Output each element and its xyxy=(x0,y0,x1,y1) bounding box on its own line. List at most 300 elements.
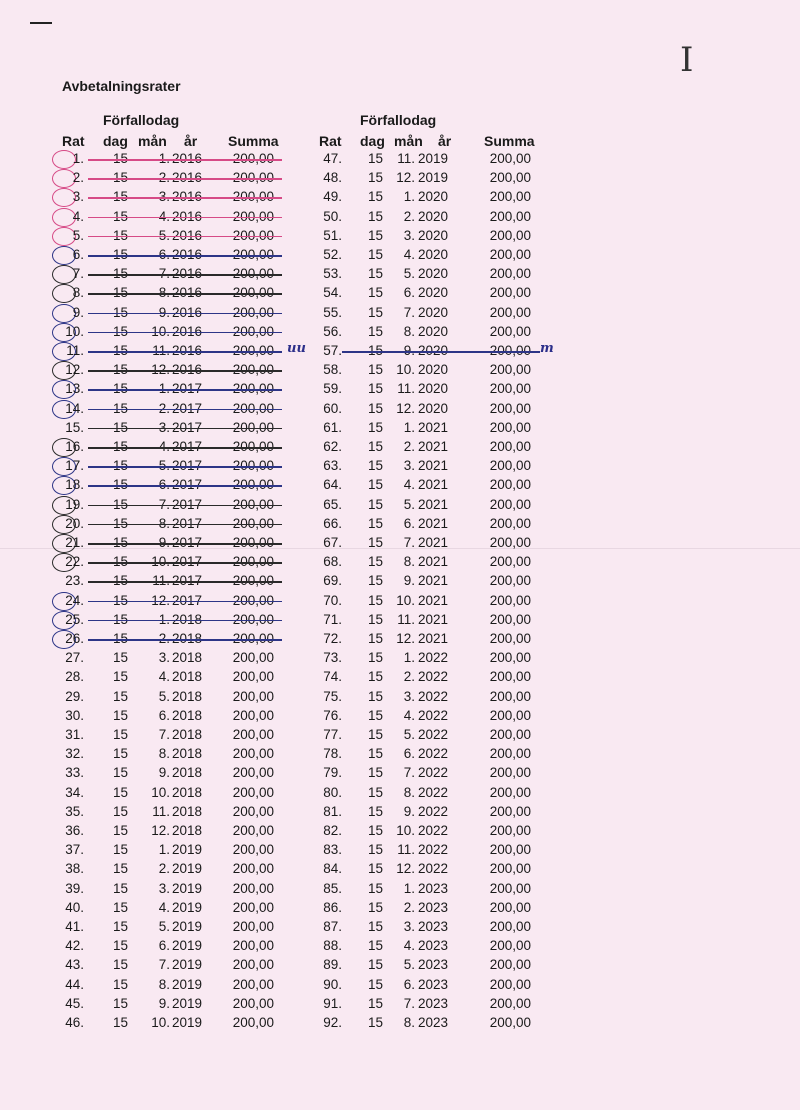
summa-cell: 200,00 xyxy=(232,919,274,934)
man-cell: 9. xyxy=(403,803,415,819)
dag-cell: 15 xyxy=(368,535,384,550)
dag-cell: 15 xyxy=(368,515,384,531)
summa-cell: 200,00 xyxy=(489,439,531,454)
rat-cell: 30. xyxy=(65,707,84,723)
dag-cell: 15 xyxy=(113,899,129,915)
dag-cell: 15 xyxy=(368,266,384,282)
left-header-summa: Summa xyxy=(228,133,279,149)
summa-cell: 200,00 xyxy=(232,957,274,973)
ar-cell: 2021 xyxy=(418,592,449,608)
ar-cell: 2018 xyxy=(172,669,203,685)
rat-cell: 66. xyxy=(323,515,342,531)
dag-cell: 15 xyxy=(368,669,384,685)
summa-cell: 200,00 xyxy=(489,746,531,762)
rat-cell: 89. xyxy=(323,957,342,973)
summa-cell: 200,00 xyxy=(489,323,531,339)
rat-cell: 37. xyxy=(65,842,84,858)
strikethrough-line xyxy=(88,274,282,276)
rat-cell: 73. xyxy=(323,650,342,666)
strikethrough-line xyxy=(88,293,282,295)
dag-cell: 15 xyxy=(368,631,384,646)
right-header-summa: Summa xyxy=(484,133,535,149)
man-cell: 3. xyxy=(158,880,170,896)
rat-cell: 63. xyxy=(323,458,342,474)
summa-cell: 200,00 xyxy=(232,1015,274,1030)
rat-cell: 67. xyxy=(323,535,342,550)
summa-cell: 200,00 xyxy=(489,477,531,493)
dag-cell: 15 xyxy=(368,842,384,858)
ar-cell: 2018 xyxy=(172,784,203,800)
ar-cell: 2020 xyxy=(418,362,449,378)
ar-cell: 2021 xyxy=(418,631,449,646)
ar-cell: 2019 xyxy=(418,151,449,166)
man-cell: 6. xyxy=(158,938,170,954)
summa-cell: 200,00 xyxy=(232,938,274,954)
ar-cell: 2018 xyxy=(172,823,203,838)
man-cell: 3. xyxy=(403,919,415,934)
rat-cell: 80. xyxy=(323,784,342,800)
rat-cell: 50. xyxy=(323,208,342,224)
ar-cell: 2018 xyxy=(172,746,203,762)
rat-cell: 92. xyxy=(323,1015,342,1030)
man-cell: 12. xyxy=(396,631,415,646)
ar-cell: 2021 xyxy=(418,477,449,493)
man-cell: 9. xyxy=(158,995,170,1011)
rat-cell: 53. xyxy=(323,266,342,282)
summa-cell: 200,00 xyxy=(489,208,531,224)
man-cell: 8. xyxy=(403,1015,415,1030)
rat-cell: 82. xyxy=(323,823,342,838)
rat-cell: 64. xyxy=(323,477,342,493)
dag-cell: 15 xyxy=(113,707,129,723)
man-cell: 6. xyxy=(403,746,415,762)
strikethrough-line xyxy=(88,197,282,199)
dag-cell: 15 xyxy=(113,688,129,704)
ar-cell: 2019 xyxy=(172,842,203,858)
dag-cell: 15 xyxy=(368,285,384,301)
rat-cell: 76. xyxy=(323,707,342,723)
left-header-rat: Rat xyxy=(62,133,85,149)
rat-cell: 57. xyxy=(323,343,342,358)
ar-cell: 2020 xyxy=(418,208,449,224)
rat-cell: 90. xyxy=(323,976,342,992)
rat-cell: 69. xyxy=(323,573,342,589)
rat-cell: 18. xyxy=(65,477,84,493)
dag-cell: 15 xyxy=(368,976,384,992)
man-cell: 7. xyxy=(403,765,415,781)
rat-cell: 79. xyxy=(323,765,342,781)
dag-cell: 15 xyxy=(368,400,384,416)
handwritten-mark-left: uu xyxy=(287,341,306,356)
ar-cell: 2022 xyxy=(418,784,449,800)
rat-cell: 81. xyxy=(323,803,342,819)
man-cell: 12. xyxy=(151,823,170,838)
rat-cell: 24. xyxy=(65,592,84,608)
summa-cell: 200,00 xyxy=(232,746,274,762)
ar-cell: 2021 xyxy=(418,419,449,435)
rat-cell: 28. xyxy=(65,669,84,685)
man-cell: 9. xyxy=(158,765,170,781)
summa-cell: 200,00 xyxy=(489,803,531,819)
rat-cell: 7. xyxy=(72,266,84,282)
man-cell: 8. xyxy=(403,554,415,570)
man-cell: 10. xyxy=(396,362,415,378)
man-cell: 7. xyxy=(158,727,170,742)
man-cell: 1. xyxy=(403,880,415,896)
rat-cell: 42. xyxy=(65,938,84,954)
rat-cell: 45. xyxy=(65,995,84,1011)
rat-cell: 14. xyxy=(65,400,84,416)
man-cell: 3. xyxy=(403,227,415,243)
ar-cell: 2018 xyxy=(172,727,203,742)
ar-cell: 2019 xyxy=(172,976,203,992)
dag-cell: 15 xyxy=(113,746,129,762)
summa-cell: 200,00 xyxy=(489,151,531,166)
man-cell: 10. xyxy=(396,592,415,608)
summa-cell: 200,00 xyxy=(232,688,274,704)
rat-cell: 32. xyxy=(65,746,84,762)
man-cell: 5. xyxy=(403,496,415,512)
man-cell: 6. xyxy=(403,515,415,531)
summa-cell: 200,00 xyxy=(232,861,274,877)
ar-cell: 2019 xyxy=(172,995,203,1011)
strikethrough-line xyxy=(88,428,282,430)
man-cell: 4. xyxy=(403,938,415,954)
dag-cell: 15 xyxy=(113,727,129,742)
rat-cell: 65. xyxy=(323,496,342,512)
summa-cell: 200,00 xyxy=(489,957,531,973)
man-cell: 8. xyxy=(158,976,170,992)
summa-cell: 200,00 xyxy=(489,170,531,186)
man-cell: 4. xyxy=(403,247,415,262)
ar-cell: 2023 xyxy=(418,880,449,896)
ar-cell: 2021 xyxy=(418,573,449,589)
ar-cell: 2018 xyxy=(172,765,203,781)
ar-cell: 2020 xyxy=(418,400,449,416)
man-cell: 1. xyxy=(158,842,170,858)
ar-cell: 2023 xyxy=(418,899,449,915)
ar-cell: 2022 xyxy=(418,669,449,685)
rat-cell: 78. xyxy=(323,746,342,762)
rat-cell: 22. xyxy=(65,554,84,570)
man-cell: 2. xyxy=(403,439,415,454)
man-cell: 7. xyxy=(403,535,415,550)
ar-cell: 2018 xyxy=(172,688,203,704)
ar-cell: 2019 xyxy=(172,957,203,973)
rat-cell: 44. xyxy=(65,976,84,992)
dag-cell: 15 xyxy=(113,842,129,858)
ar-cell: 2021 xyxy=(418,611,449,627)
dag-cell: 15 xyxy=(368,899,384,915)
strikethrough-line xyxy=(342,351,540,353)
dag-cell: 15 xyxy=(368,995,384,1011)
ar-cell: 2020 xyxy=(418,189,449,205)
dag-cell: 15 xyxy=(113,1015,129,1030)
dag-cell: 15 xyxy=(113,650,129,666)
summa-cell: 200,00 xyxy=(489,765,531,781)
ar-cell: 2022 xyxy=(418,727,449,742)
man-cell: 7. xyxy=(403,304,415,320)
dag-cell: 15 xyxy=(368,381,384,397)
dag-cell: 15 xyxy=(368,554,384,570)
dag-cell: 15 xyxy=(368,650,384,666)
ar-cell: 2020 xyxy=(418,285,449,301)
rat-cell: 87. xyxy=(323,919,342,934)
right-header-man: mån xyxy=(394,133,423,149)
dag-cell: 15 xyxy=(368,439,384,454)
ar-cell: 2019 xyxy=(172,1015,203,1030)
man-cell: 5. xyxy=(403,727,415,742)
dag-cell: 15 xyxy=(368,919,384,934)
strikethrough-line xyxy=(88,620,282,622)
summa-cell: 200,00 xyxy=(489,823,531,838)
summa-cell: 200,00 xyxy=(489,362,531,378)
rat-cell: 4. xyxy=(72,208,84,224)
dag-cell: 15 xyxy=(368,823,384,838)
ar-cell: 2018 xyxy=(172,707,203,723)
rat-cell: 70. xyxy=(323,592,342,608)
right-header-dag: dag xyxy=(360,133,385,149)
dag-cell: 15 xyxy=(368,304,384,320)
summa-cell: 200,00 xyxy=(232,650,274,666)
man-cell: 2. xyxy=(403,899,415,915)
dag-cell: 15 xyxy=(113,938,129,954)
dag-cell: 15 xyxy=(368,189,384,205)
strikethrough-line xyxy=(88,409,282,411)
dag-cell: 15 xyxy=(368,227,384,243)
rat-cell: 49. xyxy=(323,189,342,205)
rat-cell: 10. xyxy=(65,323,84,339)
strikethrough-line xyxy=(88,332,282,334)
summa-cell: 200,00 xyxy=(489,899,531,915)
ar-cell: 2020 xyxy=(418,323,449,339)
strikethrough-line xyxy=(88,581,282,583)
man-cell: 5. xyxy=(158,919,170,934)
rat-cell: 74. xyxy=(323,669,342,685)
rat-cell: 12. xyxy=(65,362,84,378)
summa-cell: 200,00 xyxy=(489,861,531,877)
strikethrough-line xyxy=(88,447,282,449)
summa-cell: 200,00 xyxy=(232,842,274,858)
man-cell: 8. xyxy=(158,746,170,762)
summa-cell: 200,00 xyxy=(489,247,531,262)
dag-cell: 15 xyxy=(368,861,384,877)
man-cell: 4. xyxy=(158,669,170,685)
strikethrough-line xyxy=(88,370,282,372)
rat-cell: 84. xyxy=(323,861,342,877)
rat-cell: 91. xyxy=(323,995,342,1011)
dag-cell: 15 xyxy=(113,861,129,877)
man-cell: 3. xyxy=(403,458,415,474)
dag-cell: 15 xyxy=(113,803,129,819)
summa-cell: 200,00 xyxy=(489,189,531,205)
rat-cell: 13. xyxy=(65,381,84,397)
ar-cell: 2019 xyxy=(172,861,203,877)
man-cell: 11. xyxy=(397,381,415,397)
summa-cell: 200,00 xyxy=(232,707,274,723)
ar-cell: 2021 xyxy=(418,515,449,531)
rat-cell: 61. xyxy=(323,419,342,435)
summa-cell: 200,00 xyxy=(489,995,531,1011)
summa-cell: 200,00 xyxy=(489,938,531,954)
strikethrough-line xyxy=(88,601,282,603)
left-header-dag: dag xyxy=(103,133,128,149)
dag-cell: 15 xyxy=(368,765,384,781)
summa-cell: 200,00 xyxy=(489,227,531,243)
dag-cell: 15 xyxy=(368,170,384,186)
summa-cell: 200,00 xyxy=(232,727,274,742)
rat-cell: 72. xyxy=(323,631,342,646)
rat-cell: 54. xyxy=(323,285,342,301)
dag-cell: 15 xyxy=(113,976,129,992)
ar-cell: 2022 xyxy=(418,746,449,762)
rat-cell: 62. xyxy=(323,439,342,454)
summa-cell: 200,00 xyxy=(489,304,531,320)
dag-cell: 15 xyxy=(113,919,129,934)
strikethrough-line xyxy=(88,255,282,257)
ar-cell: 2019 xyxy=(172,938,203,954)
summa-cell: 200,00 xyxy=(489,919,531,934)
rat-cell: 85. xyxy=(323,880,342,896)
dag-cell: 15 xyxy=(368,208,384,224)
dag-cell: 15 xyxy=(368,784,384,800)
left-header-ar: år xyxy=(184,133,198,149)
rat-cell: 27. xyxy=(65,650,84,666)
summa-cell: 200,00 xyxy=(489,592,531,608)
man-cell: 11. xyxy=(397,842,415,858)
summa-cell: 200,00 xyxy=(232,899,274,915)
man-cell: 10. xyxy=(151,784,170,800)
ar-cell: 2023 xyxy=(418,957,449,973)
man-cell: 11. xyxy=(152,803,170,819)
rat-cell: 17. xyxy=(65,458,84,474)
dag-cell: 15 xyxy=(113,957,129,973)
ar-cell: 2022 xyxy=(418,707,449,723)
summa-cell: 200,00 xyxy=(232,976,274,992)
summa-cell: 200,00 xyxy=(489,669,531,685)
man-cell: 6. xyxy=(158,707,170,723)
rat-cell: 36. xyxy=(65,823,84,838)
rat-cell: 56. xyxy=(323,323,342,339)
rat-cell: 55. xyxy=(323,304,342,320)
dag-cell: 15 xyxy=(368,880,384,896)
man-cell: 7. xyxy=(403,995,415,1011)
man-cell: 4. xyxy=(403,477,415,493)
ar-cell: 2021 xyxy=(418,554,449,570)
rat-cell: 86. xyxy=(323,899,342,915)
strikethrough-line xyxy=(88,562,282,564)
summa-cell: 200,00 xyxy=(489,554,531,570)
man-cell: 6. xyxy=(403,976,415,992)
dag-cell: 15 xyxy=(113,995,129,1011)
ar-cell: 2022 xyxy=(418,765,449,781)
ar-cell: 2020 xyxy=(418,266,449,282)
rat-cell: 2. xyxy=(72,170,84,186)
strikethrough-line xyxy=(88,178,282,180)
man-cell: 1. xyxy=(403,650,415,666)
summa-cell: 200,00 xyxy=(489,688,531,704)
rat-cell: 19. xyxy=(65,496,84,512)
rat-cell: 11. xyxy=(66,343,84,358)
dag-cell: 15 xyxy=(368,803,384,819)
strikethrough-line xyxy=(88,485,282,487)
dag-cell: 15 xyxy=(368,323,384,339)
rat-cell: 43. xyxy=(65,957,84,973)
summa-cell: 200,00 xyxy=(489,515,531,531)
man-cell: 10. xyxy=(396,823,415,838)
rat-cell: 8. xyxy=(72,285,84,301)
rat-cell: 16. xyxy=(65,439,84,454)
ar-cell: 2022 xyxy=(418,842,449,858)
man-cell: 5. xyxy=(158,688,170,704)
rat-cell: 77. xyxy=(323,727,342,742)
strikethrough-line xyxy=(88,217,282,219)
page-title: Avbetalningsrater xyxy=(62,78,181,94)
rat-cell: 39. xyxy=(65,880,84,896)
rat-cell: 26. xyxy=(65,631,84,646)
strikethrough-line xyxy=(88,236,282,238)
dag-cell: 15 xyxy=(368,362,384,378)
rat-cell: 38. xyxy=(65,861,84,877)
summa-cell: 200,00 xyxy=(489,419,531,435)
rat-cell: 60. xyxy=(323,400,342,416)
man-cell: 11. xyxy=(397,151,415,166)
rat-cell: 5. xyxy=(72,227,84,243)
rat-cell: 71. xyxy=(323,611,342,627)
summa-cell: 200,00 xyxy=(489,400,531,416)
rat-cell: 59. xyxy=(323,381,342,397)
rat-cell: 20. xyxy=(65,515,84,531)
dag-cell: 15 xyxy=(113,823,129,838)
rat-cell: 48. xyxy=(323,170,342,186)
rat-cell: 31. xyxy=(65,727,84,742)
ar-cell: 2023 xyxy=(418,995,449,1011)
rat-cell: 9. xyxy=(72,304,84,320)
rat-cell: 58. xyxy=(323,362,342,378)
strikethrough-line xyxy=(88,313,282,315)
ar-cell: 2023 xyxy=(418,976,449,992)
left-header-group: Förfallodag xyxy=(103,112,180,128)
man-cell: 8. xyxy=(403,323,415,339)
left-header-man: mån xyxy=(138,133,167,149)
man-cell: 12. xyxy=(396,861,415,877)
ar-cell: 2022 xyxy=(418,861,449,877)
corner-dash-mark xyxy=(30,22,52,24)
ar-cell: 2019 xyxy=(418,170,449,186)
rat-cell: 47. xyxy=(323,151,342,166)
rat-cell: 21. xyxy=(65,535,84,550)
ar-cell: 2022 xyxy=(418,803,449,819)
dag-cell: 15 xyxy=(368,573,384,589)
dag-cell: 15 xyxy=(368,957,384,973)
dag-cell: 15 xyxy=(368,688,384,704)
rat-cell: 34. xyxy=(65,784,84,800)
man-cell: 3. xyxy=(403,688,415,704)
ar-cell: 2021 xyxy=(418,535,449,550)
man-cell: 5. xyxy=(403,266,415,282)
ar-cell: 2020 xyxy=(418,227,449,243)
summa-cell: 200,00 xyxy=(489,381,531,397)
rat-cell: 3. xyxy=(72,189,84,205)
man-cell: 12. xyxy=(396,400,415,416)
summa-cell: 200,00 xyxy=(489,611,531,627)
strikethrough-line xyxy=(88,543,282,545)
dag-cell: 15 xyxy=(368,938,384,954)
summa-cell: 200,00 xyxy=(232,765,274,781)
right-header-rat: Rat xyxy=(319,133,342,149)
summa-cell: 200,00 xyxy=(489,880,531,896)
rat-cell: 68. xyxy=(323,554,342,570)
